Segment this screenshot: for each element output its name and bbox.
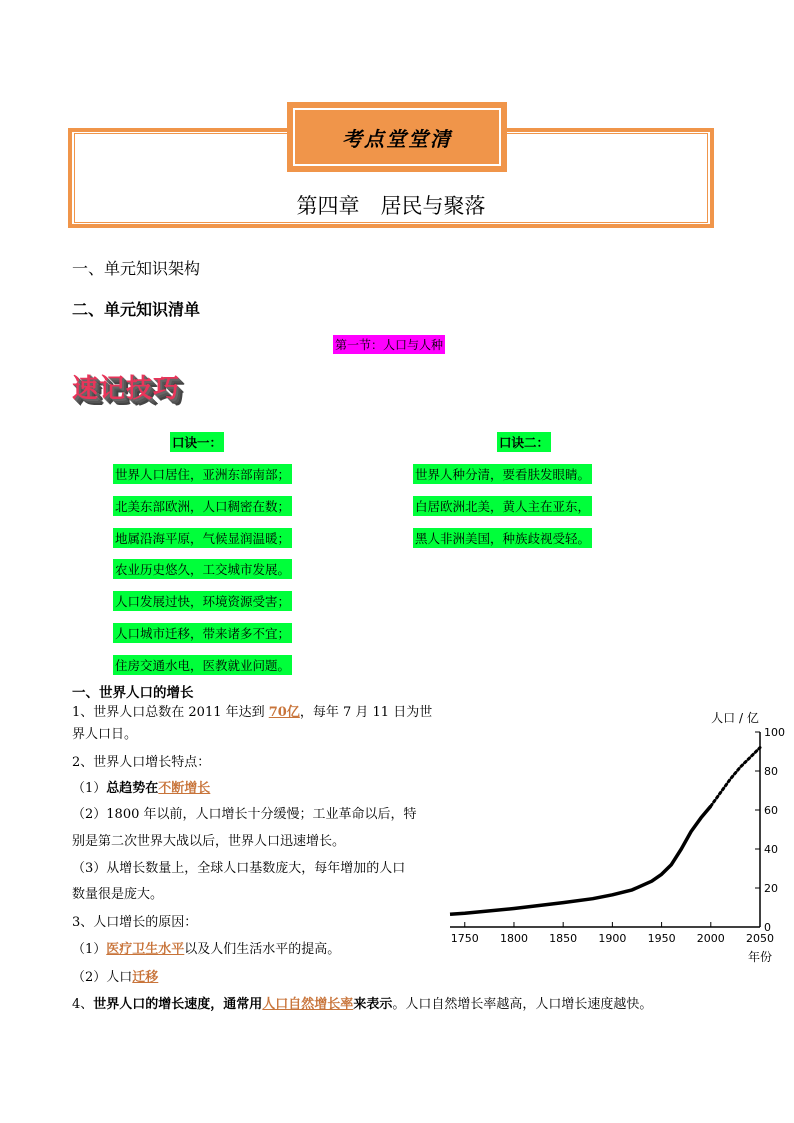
growth-p2-2a: （2）1800 年以前，人口增长十分缓慢；工业革命以后，特 bbox=[72, 807, 417, 822]
mnemonic2-line: 黑人非洲美国，种族歧视受轻。 bbox=[413, 528, 592, 548]
answer-zrzzl: 人口自然增长率 bbox=[262, 997, 354, 1012]
answer-buduan: 不断增长 bbox=[158, 781, 211, 796]
mnemonic1-line: 农业历史悠久，工交城市发展。 bbox=[113, 559, 292, 579]
series-line-actual bbox=[450, 806, 711, 914]
mnemonic1-line: 地属沿海平原，气候显润温暖； bbox=[113, 528, 292, 548]
x-tick-label: 1900 bbox=[598, 932, 627, 945]
population-chart bbox=[440, 705, 785, 970]
series-line-projected bbox=[711, 748, 760, 807]
x-tick-label: 2000 bbox=[696, 932, 725, 945]
mnemonic1-line: 世界人口居住，亚洲东部南部； bbox=[113, 464, 292, 484]
x-tick-label: 1850 bbox=[549, 932, 578, 945]
text: ，每年 7 月 11 日为世 bbox=[299, 705, 433, 720]
x-tick-label: 1950 bbox=[647, 932, 676, 945]
mnemonic2-title: 口诀二： bbox=[497, 432, 551, 452]
y-tick-label: 100 bbox=[764, 726, 785, 739]
x-tick-label: 2050 bbox=[746, 932, 774, 945]
mnemonic1-line: 北美东部欧洲，人口稠密在数； bbox=[113, 496, 292, 516]
text: （1） bbox=[72, 781, 107, 796]
growth-p1 bbox=[72, 701, 432, 720]
growth-p2-3a: （3）从增长数量上，全球人口基数庞大，每年增加的人口 bbox=[72, 861, 406, 876]
growth-p2: 2、世界人口增长特点： bbox=[72, 755, 211, 770]
y-tick-label: 0 bbox=[764, 921, 771, 934]
section-heading-1: 一、单元知识架构 bbox=[72, 259, 201, 278]
section-heading-2: 二、单元知识清单 bbox=[72, 300, 201, 319]
text: 以及人们生活水平的提高。 bbox=[184, 942, 341, 957]
text: （1） bbox=[72, 942, 107, 957]
growth-p2-3b: 数量很是庞大。 bbox=[72, 887, 164, 902]
tips-title: 速记技巧 bbox=[72, 374, 181, 404]
y-tick-label: 40 bbox=[764, 843, 778, 856]
growth-p2-1 bbox=[72, 777, 210, 796]
growth-p4 bbox=[72, 993, 652, 1012]
answer-70yi: 70亿 bbox=[268, 705, 300, 720]
mnemonic1-line: 人口发展过快，环境资源受害； bbox=[113, 591, 292, 611]
x-axis-label: 年份 bbox=[747, 950, 773, 964]
mnemonic1-title: 口诀一： bbox=[170, 432, 224, 452]
y-tick-label: 60 bbox=[764, 804, 778, 817]
y-axis-label: 人口 / 亿 bbox=[711, 711, 759, 725]
text: 总趋势在 bbox=[106, 781, 159, 796]
growth-p3-2 bbox=[72, 966, 158, 985]
y-tick-label: 20 bbox=[764, 882, 778, 895]
mnemonic1-line: 住房交通水电，医教就业问题。 bbox=[113, 655, 292, 675]
text: 世界人口的增长速度，通常用 bbox=[93, 997, 263, 1012]
growth-p2-2b: 别是第二次世界大战以后，世界人口迅速增长。 bbox=[72, 834, 346, 849]
text: 4、 bbox=[72, 997, 94, 1012]
x-tick-label: 1750 bbox=[450, 932, 479, 945]
header-banner-inner bbox=[293, 108, 501, 166]
growth-heading: 一、世界人口的增长 bbox=[72, 685, 194, 701]
growth-p3: 3、人口增长的原因： bbox=[72, 915, 198, 930]
mnemonic2-line: 世界人种分清，要看肤发眼睛。 bbox=[413, 464, 592, 484]
mnemonic2-line: 白居欧洲北美，黄人主在亚东， bbox=[413, 496, 592, 516]
section-tag: 第一节：人口与人种 bbox=[333, 335, 445, 354]
y-tick-label: 80 bbox=[764, 765, 778, 778]
text: 1、世界人口总数在 2011 年达到 bbox=[72, 705, 265, 720]
mnemonic1-line: 人口城市迁移，带来诸多不宜； bbox=[113, 623, 292, 643]
answer-qianyi: 迁移 bbox=[132, 970, 159, 985]
text: 。人口自然增长率越高，人口增长速度越快。 bbox=[392, 997, 653, 1012]
text: （2）人口 bbox=[72, 970, 133, 985]
answer-yiliao: 医疗卫生水平 bbox=[106, 942, 185, 957]
banner-title: 考点堂堂清 bbox=[342, 126, 452, 151]
growth-p1-cont: 界人口日。 bbox=[72, 727, 138, 742]
growth-p3-1 bbox=[72, 938, 340, 957]
text: 来表示 bbox=[353, 997, 393, 1012]
chapter-title: 第四章 居民与聚落 bbox=[296, 194, 486, 218]
x-tick-label: 1800 bbox=[499, 932, 528, 945]
